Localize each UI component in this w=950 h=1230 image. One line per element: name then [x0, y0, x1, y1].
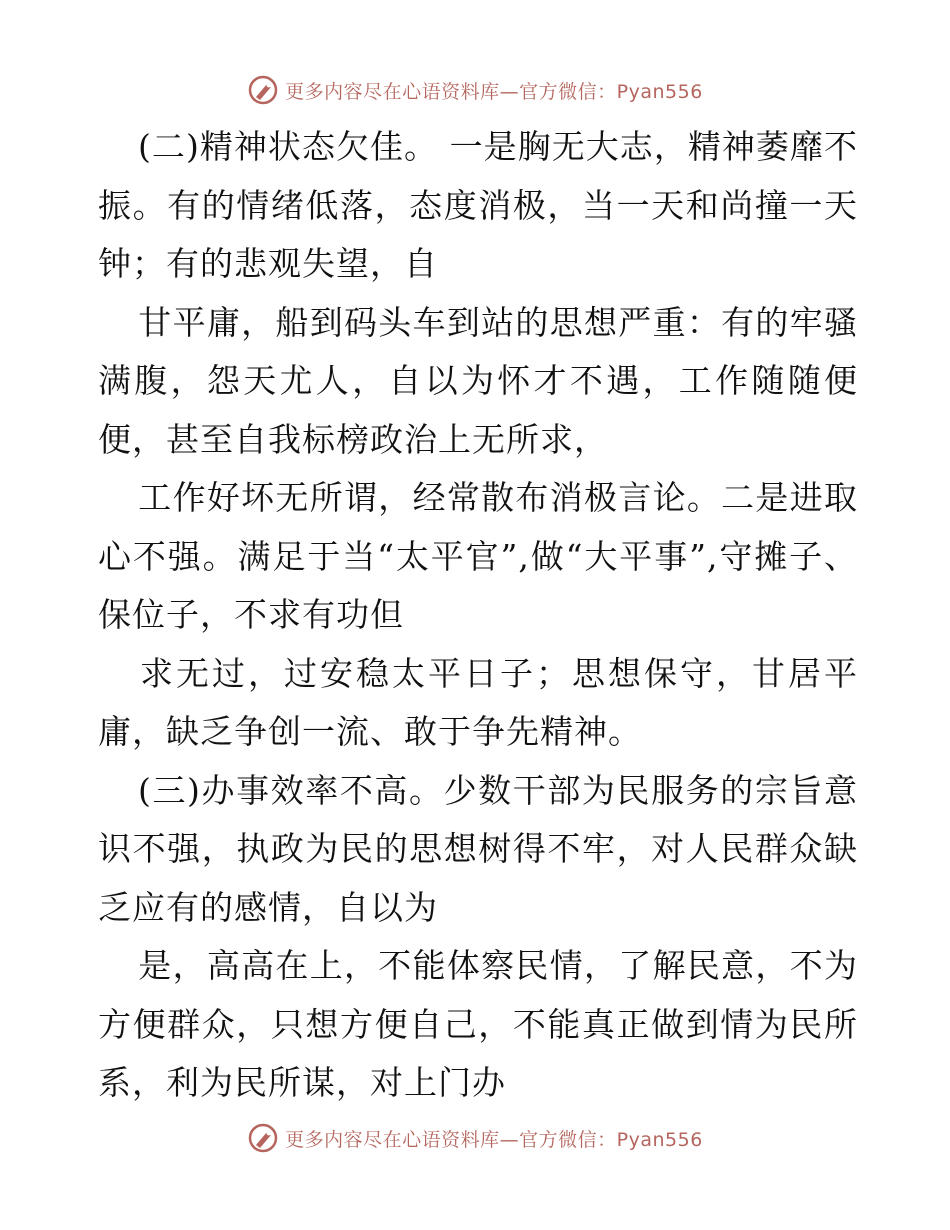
paragraph: 工作好坏无所谓，经常散布消极言论。二是进取心不强。满足于当“太平官”,做“大平事”,守摊子、保位子，不求有功但 — [98, 478, 858, 634]
paragraph: (三)办事效率不高。少数干部为民服务的宗旨意识不强，执政为民的思想树得不牢，对人民群众缺乏应有的感情，自以为 — [98, 770, 858, 927]
red-pen-logo-icon — [247, 74, 279, 106]
paragraph: 是，高高在上，不能体察民情，了解民意，不为方便群众，只想方便自己，不能真正做到情为民所系，利为民所谋，对上门办 — [98, 946, 858, 1102]
watermark-text: 更多内容尽在心语资料库—官方微信：Pyan556 — [285, 1128, 703, 1151]
paragraph: 求无过，过安稳太平日子；思想保守，甘居平庸，缺乏争创一流、敢于争先精神。 — [98, 653, 858, 751]
paragraph: (二)精神状态欠佳。 一是胸无大志，精神萎靡不振。有的情绪低落，态度消极，当一天和尚撞一天钟；有的悲观失望，自 — [98, 127, 858, 283]
document-body — [98, 118, 858, 1113]
footer-watermark — [0, 1118, 950, 1158]
watermark-text: 更多内容尽在心语资料库—官方微信：Pyan556 — [285, 80, 703, 103]
header-watermark — [0, 70, 950, 110]
paragraph: 甘平庸，船到码头车到站的思想严重：有的牢骚满腹，怨天尤人，自以为怀才不遇，工作随随便便，甚至自我标榜政治上无所求， — [98, 302, 858, 459]
red-pen-logo-icon — [247, 1122, 279, 1154]
